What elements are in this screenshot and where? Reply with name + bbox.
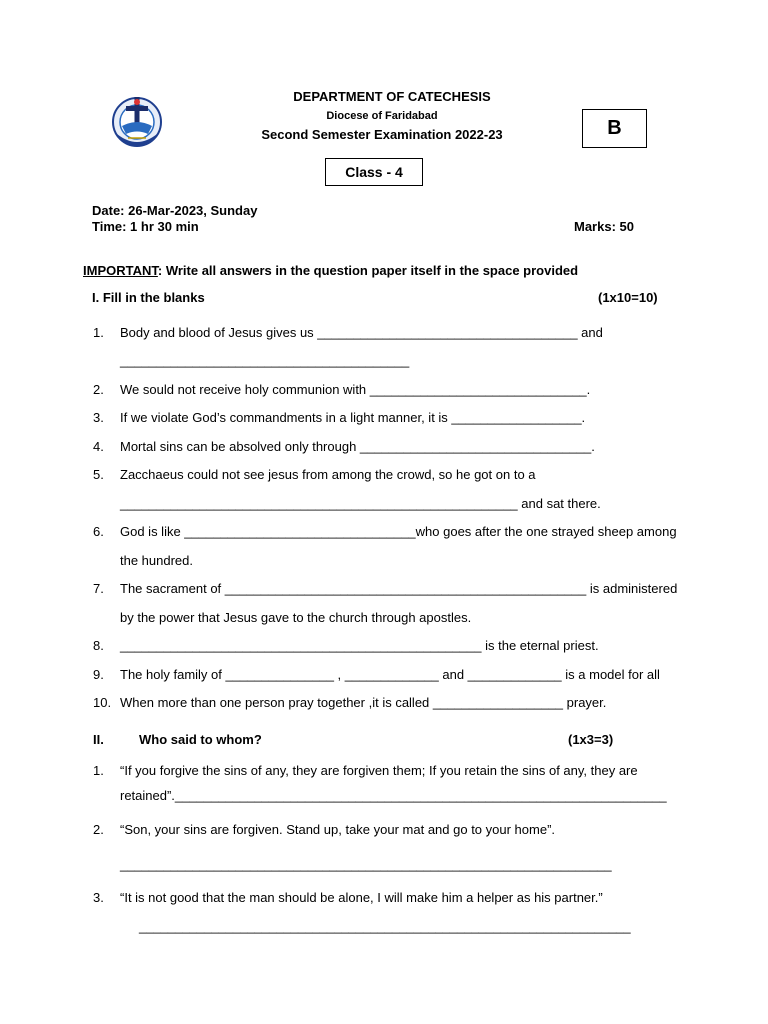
- question-text: __________________________________________________ is the eternal priest.: [120, 638, 599, 653]
- question-text: The sacrament of __________________________________________________ is administered: [120, 581, 678, 596]
- question-number: 4.: [93, 439, 104, 454]
- important-label: IMPORTANT: [83, 263, 158, 278]
- question-text: “It is not good that the man should be alone, I will make him a helper as his partner.”: [120, 890, 603, 905]
- important-text: : Write all answers in the question paper itself in the space provided: [157, 263, 579, 278]
- question-text: If we violate God’s commandments in a light manner, it is __________________.: [120, 410, 586, 425]
- class-badge: Class - 4: [325, 158, 423, 186]
- section-2-title: Who said to whom?: [139, 732, 262, 747]
- question-text: Zacchaeus could not see jesus from among the crowd, so he got on to a: [120, 467, 536, 482]
- exam-date: Date: 26-Mar-2023, Sunday: [92, 203, 258, 218]
- total-marks: Marks: 50: [574, 219, 634, 234]
- question-number: 3.: [93, 890, 104, 905]
- question-number: 7.: [93, 581, 104, 596]
- important-note: [83, 263, 578, 278]
- department-title: DEPARTMENT OF CATECHESIS: [293, 89, 491, 104]
- question-text: When more than one person pray together ,it is called __________________ prayer.: [120, 695, 607, 710]
- question-number: 1.: [93, 763, 104, 778]
- question-number: 5.: [93, 467, 104, 482]
- answer-line: retained”.____________________________________________________________________: [120, 788, 667, 803]
- answer-line: ________________________________________: [120, 353, 410, 368]
- question-number: 6.: [93, 524, 104, 539]
- question-text-continued: the hundred.: [120, 553, 194, 568]
- question-number: 9.: [93, 667, 104, 682]
- question-number: 10.: [93, 695, 112, 710]
- question-text: God is like ________________________________who goes after the one strayed sheep among: [120, 524, 677, 539]
- question-text: We sould not receive holy communion with ______________________________.: [120, 382, 591, 397]
- exam-title: Second Semester Examination 2022-23: [261, 127, 503, 142]
- set-badge: B: [582, 109, 647, 148]
- question-number: 8.: [93, 638, 104, 653]
- section-1-title: I. Fill in the blanks: [92, 290, 205, 305]
- section-2-marks: (1x3=3): [568, 732, 614, 747]
- question-number: 1.: [93, 325, 104, 340]
- diocese-logo-icon: [108, 94, 166, 150]
- question-text: The holy family of _______________ , _____________ and _____________ is a model for all: [120, 667, 660, 682]
- exam-time: Time: 1 hr 30 min: [92, 219, 199, 234]
- question-text: Body and blood of Jesus gives us ____________________________________ and: [120, 325, 603, 340]
- question-number: 2.: [93, 822, 104, 837]
- section-2-number: II.: [93, 732, 104, 747]
- section-1-marks: (1x10=10): [598, 290, 658, 305]
- question-number: 2.: [93, 382, 104, 397]
- diocese-name: Diocese of Faridabad: [326, 110, 438, 122]
- question-text-continued: by the power that Jesus gave to the church through apostles.: [120, 610, 472, 625]
- question-text: “If you forgive the sins of any, they are forgiven them; If you retain the sins of any, they are: [120, 763, 638, 778]
- answer-line: _______________________________________________________ and sat there.: [120, 496, 601, 511]
- question-number: 3.: [93, 410, 104, 425]
- question-text: “Son, your sins are forgiven. Stand up, take your mat and go to your home”.: [120, 822, 556, 837]
- answer-line: ____________________________________________________________________: [139, 919, 631, 934]
- answer-line: ____________________________________________________________________: [120, 857, 612, 872]
- question-text: Mortal sins can be absolved only through ________________________________.: [120, 439, 595, 454]
